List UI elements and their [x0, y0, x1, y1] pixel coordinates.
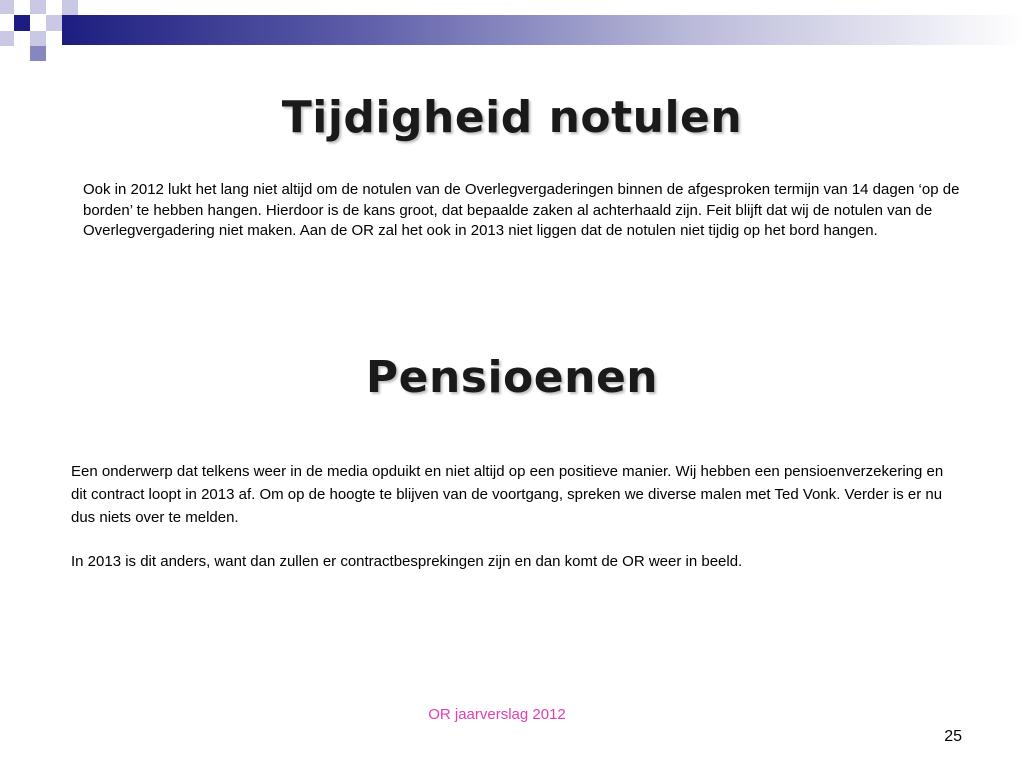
footer-text: OR jaarverslag 2012 — [428, 706, 566, 723]
section-title-pensioenen: Pensioenen — [365, 352, 659, 403]
deco-square-light — [46, 15, 62, 31]
deco-square-light — [30, 0, 46, 14]
deco-square-light — [0, 0, 14, 14]
section-body-notulen: Ook in 2012 lukt het lang niet altijd om de notulen van de Overlegvergaderingen binnen de afgesproken termijn van 14 dagen ‘op de borden’ te hebben hangen. Hierdoor is de kans groot, dat bepaalde zaken al achterhaald zijn. Feit blijft dat wij de notulen van de Overlegvergadering niet maken. Aan de OR zal het ook in 2013 niet liggen dat de notulen niet tijdig op het bord hangen. — [83, 181, 960, 239]
page-number: 25 — [944, 728, 962, 745]
section-title-notulen: Tijdigheid notulen — [281, 92, 743, 143]
deco-square-navy — [14, 15, 30, 31]
section-body-pensioenen-2: In 2013 is dit anders, want dan zullen er contractbesprekingen zijn en dan komt de OR weer in beeld. — [71, 553, 743, 570]
deco-square-light — [62, 0, 78, 15]
deco-square-light — [0, 31, 14, 46]
header-gradient-bar — [62, 15, 1024, 45]
deco-square-light — [30, 31, 46, 46]
deco-square-mid — [30, 46, 46, 61]
section-body-pensioenen-1: Een onderwerp dat telkens weer in de media opduikt en niet altijd op een positieve manier. Wij hebben een pensioenverzekering en dit contract loopt in 2013 af. Om op de hoogte te blijven van de voortgang, spreken we diverse malen met Ted Vonk. Verder is er nu dus niets over te melden. — [71, 463, 944, 526]
